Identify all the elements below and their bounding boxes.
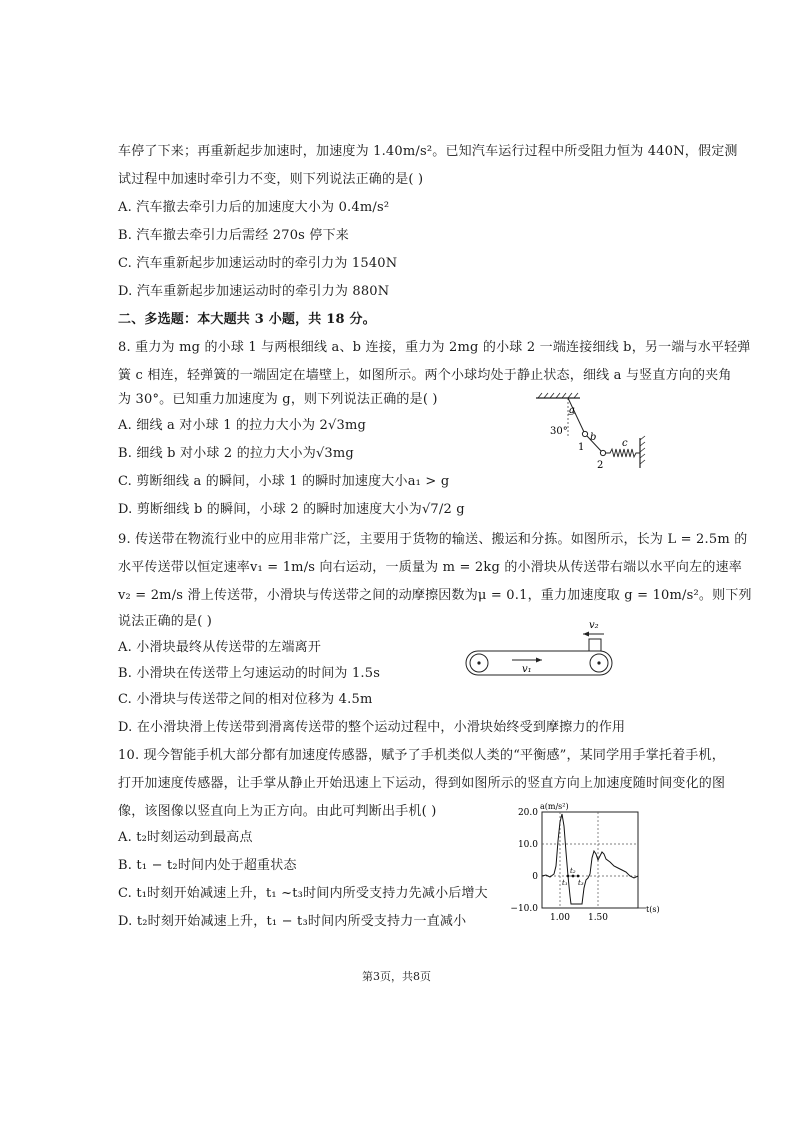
x-tick-1.00: 1.00 xyxy=(549,913,571,923)
q9-stem-line-4: 说法正确的是( ) xyxy=(118,614,213,629)
q9-option-a: A. 小滑块最终从传送带的左端离开 xyxy=(118,640,322,655)
point-t1 xyxy=(567,875,570,878)
label-b: b xyxy=(590,432,597,443)
q10-option-c: C. t₁时刻开始减速上升，t₁ ~t₃时间内所受支持力先减小后增大 xyxy=(118,886,488,901)
label-c: c xyxy=(622,438,628,449)
v1-arrowhead xyxy=(536,658,542,663)
right-pulley-axle xyxy=(597,661,600,664)
spring-c xyxy=(606,449,640,457)
point-t3 xyxy=(577,875,580,878)
q9-option-c: C. 小滑块与传送带之间的相对位移为 4.5m xyxy=(118,692,373,707)
x-axis-label: t(s) xyxy=(646,905,660,914)
ball-1 xyxy=(582,431,587,436)
q9-option-d: D. 在小滑块滑上传送带到滑离传送带的整个运动过程中，小滑块始终受到摩擦力的作用 xyxy=(118,720,626,735)
q9-figure-conveyor-belt xyxy=(462,616,622,682)
q7-option-a: A. 汽车撤去牵引力后的加速度大小为 0.4m/s² xyxy=(118,200,390,215)
label-ball-2: 2 xyxy=(597,460,604,471)
ball-2 xyxy=(600,450,605,455)
q10-stem-line-1: 10. 现今智能手机大部分都有加速度传感器，赋予了手机类似人类的“平衡感”，某同学用手掌托着手机， xyxy=(118,748,725,763)
acceleration-curve xyxy=(542,814,638,904)
q8-option-a: A. 细线 a 对小球 1 的拉力大小为 2√3mg xyxy=(118,418,367,433)
q8-figure-balls-and-spring xyxy=(532,392,662,474)
label-a: a xyxy=(569,405,575,416)
q8-stem-line-2: 簧 c 相连，轻弹簧的一端固定在墙壁上，如图所示。两个小球均处于静止状态，细线 a 与竖直方向的夹角 xyxy=(118,368,732,383)
y-tick-neg10: −10.0 xyxy=(510,904,538,914)
label-t2: t₂ xyxy=(570,867,576,875)
wall-hatch xyxy=(640,436,645,464)
y-tick-0: 0 xyxy=(532,872,538,882)
label-angle: 30° xyxy=(550,426,568,437)
label-v2: v₂ xyxy=(589,620,599,631)
section-heading-multiple-choice: 二、多选题：本大题共 3 小题，共 18 分。 xyxy=(118,312,376,327)
q7-option-d: D. 汽车重新起步加速运动时的牵引力为 880N xyxy=(118,284,390,299)
q10-stem-line-2: 打开加速度传感器，让手掌从静止开始迅速上下运动，得到如图所示的竖直方向上加速度随时间变化的图 xyxy=(118,776,726,791)
y-tick-20: 20.0 xyxy=(517,808,538,818)
q7-continued-line-2: 试过程中加速时牵引力不变，则下列说法正确的是( ) xyxy=(118,172,424,187)
q8-option-c: C. 剪断细线 a 的瞬间，小球 1 的瞬时加速度大小a₁ > g xyxy=(118,474,450,489)
label-ball-1: 1 xyxy=(578,442,585,453)
point-t2 xyxy=(572,875,575,878)
ceiling-hatch xyxy=(538,393,578,398)
q10-figure-acceleration-graph xyxy=(500,796,680,924)
q9-stem-line-3: v₂ = 2m/s 滑上传送带，小滑块与传送带之间的动摩擦因数为μ = 0.1，重力加速度取 g = 10m/s²。则下列 xyxy=(118,588,752,603)
page-footer: 第3页，共8页 xyxy=(362,970,431,983)
label-t3: t₃ xyxy=(578,879,584,887)
q10-option-b: B. t₁ − t₂时间内处于超重状态 xyxy=(118,858,297,873)
q8-option-b: B. 细线 b 对小球 2 的拉力大小为√3mg xyxy=(118,446,354,461)
label-v1: v₁ xyxy=(522,664,532,675)
v2-arrowhead xyxy=(583,632,589,637)
q10-stem-line-3: 像，该图像以竖直向上为正方向。由此可判断出手机( ) xyxy=(118,804,437,819)
q7-continued-line-1: 车停了下来；再重新起步加速时，加速度为 1.40m/s²。已知汽车运行过程中所受阻力恒为 440N，假定测 xyxy=(118,144,738,159)
q7-option-c: C. 汽车重新起步加速运动时的牵引力为 1540N xyxy=(118,256,398,271)
q8-stem-line-3: 为 30°。已知重力加速度为 g，则下列说法正确的是( ) xyxy=(118,392,438,407)
q8-stem-line-1: 8. 重力为 mg 的小球 1 与两根细线 a、b 连接，重力为 2mg 的小球 2 一端连接细线 b，另一端与水平轻弹 xyxy=(118,340,751,355)
q10-option-a: A. t₂时刻运动到最高点 xyxy=(118,830,253,845)
q9-stem-line-1: 9. 传送带在物流行业中的应用非常广泛，主要用于货物的输送、搬运和分拣。如图所示，长为 L = 2.5m 的 xyxy=(118,532,748,547)
label-t1: t₁ xyxy=(562,879,568,887)
q10-option-d: D. t₂时刻开始减速上升，t₁ − t₃时间内所受支持力一直减小 xyxy=(118,914,467,929)
y-axis-label: a(m/s²) xyxy=(540,802,569,811)
q9-stem-line-2: 水平传送带以恒定速率v₁ = 1m/s 向右运动，一质量为 m = 2kg 的小滑块从传送带右端以水平向左的速率 xyxy=(118,560,742,575)
q8-option-d: D. 剪断细线 b 的瞬间，小球 2 的瞬时加速度大小为√7/2 g xyxy=(118,502,465,517)
y-tick-10: 10.0 xyxy=(517,840,538,850)
left-pulley-axle xyxy=(477,661,480,664)
sliding-block xyxy=(589,639,601,651)
q9-option-b: B. 小滑块在传送带上匀速运动的时间为 1.5s xyxy=(118,666,381,681)
q7-option-b: B. 汽车撤去牵引力后需经 270s 停下来 xyxy=(118,228,349,243)
x-tick-1.50: 1.50 xyxy=(587,913,609,923)
